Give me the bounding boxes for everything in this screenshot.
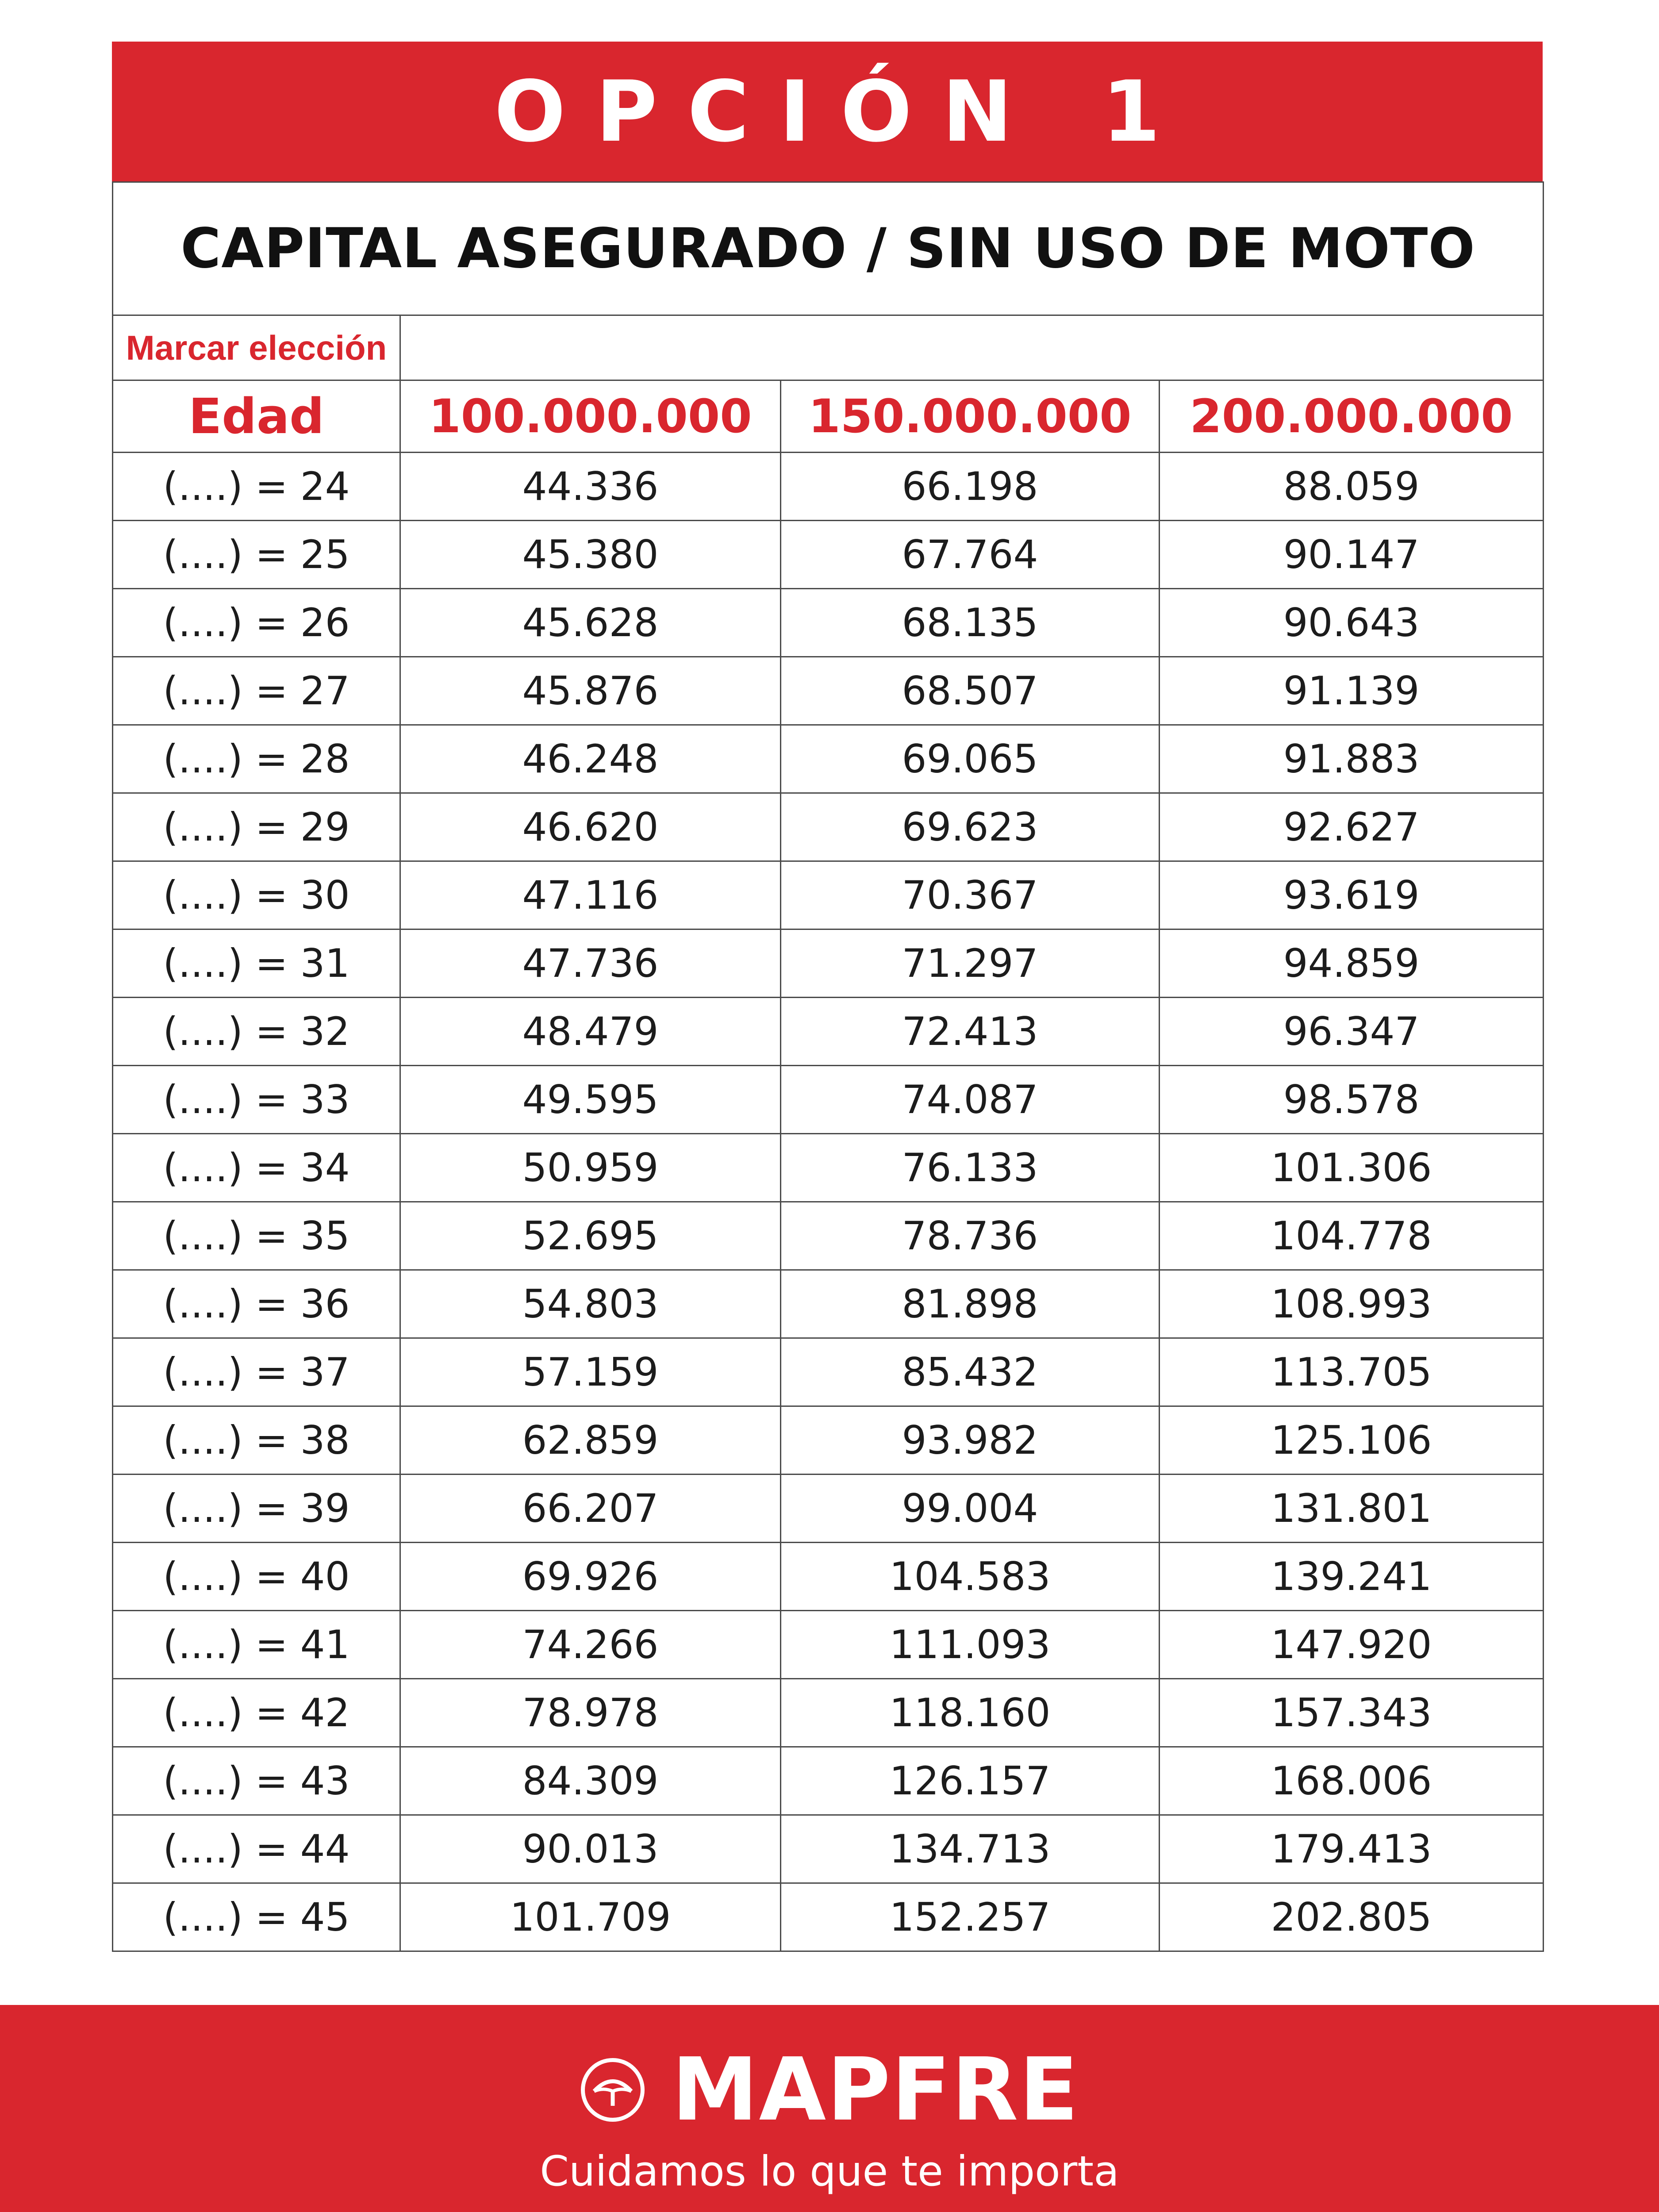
table-row [113, 1815, 1544, 1883]
rate-sheet [112, 42, 1543, 1952]
page-subtitle: CAPITAL ASEGURADO / SIN USO DE MOTO [113, 182, 1544, 315]
age-cell: (....) = 28 [113, 725, 400, 793]
column-header-capital-100m: 100.000.000 [400, 380, 781, 453]
rate-200m-cell: 90.643 [1160, 589, 1544, 657]
age-cell: (....) = 42 [113, 1679, 400, 1747]
table-row [113, 453, 1544, 521]
table-row [113, 929, 1544, 998]
rate-150m-cell: 72.413 [781, 998, 1160, 1066]
rate-150m-cell: 93.982 [781, 1406, 1160, 1475]
age-cell: (....) = 44 [113, 1815, 400, 1883]
rate-150m-cell: 134.713 [781, 1815, 1160, 1883]
table-row [113, 1406, 1544, 1475]
rate-200m-cell: 168.006 [1160, 1747, 1544, 1815]
age-cell: (....) = 37 [113, 1338, 400, 1406]
rate-150m-cell: 111.093 [781, 1611, 1160, 1679]
rate-150m-cell: 104.583 [781, 1543, 1160, 1611]
column-header-capital-200m: 200.000.000 [1160, 380, 1544, 453]
rate-150m-cell: 126.157 [781, 1747, 1160, 1815]
rate-150m-cell: 76.133 [781, 1134, 1160, 1202]
table-row [113, 1747, 1544, 1815]
rate-150m-cell: 67.764 [781, 521, 1160, 589]
rate-200m-cell: 101.306 [1160, 1134, 1544, 1202]
rate-200m-cell: 131.801 [1160, 1475, 1544, 1543]
rate-150m-cell: 70.367 [781, 861, 1160, 929]
rate-200m-cell: 91.883 [1160, 725, 1544, 793]
rate-100m-cell: 50.959 [400, 1134, 781, 1202]
table-row [113, 1270, 1544, 1338]
rate-100m-cell: 101.709 [400, 1883, 781, 1951]
rate-150m-cell: 68.135 [781, 589, 1160, 657]
table-row [113, 1338, 1544, 1406]
mark-choice-row [113, 315, 1544, 380]
rate-100m-cell: 84.309 [400, 1747, 781, 1815]
rate-100m-cell: 46.620 [400, 793, 781, 861]
mapfre-emblem-icon [580, 2057, 646, 2123]
rate-150m-cell: 152.257 [781, 1883, 1160, 1951]
rate-200m-cell: 90.147 [1160, 521, 1544, 589]
table-row [113, 1679, 1544, 1747]
column-header-age: Edad [113, 380, 400, 453]
rate-200m-cell: 179.413 [1160, 1815, 1544, 1883]
rate-100m-cell: 90.013 [400, 1815, 781, 1883]
rate-100m-cell: 62.859 [400, 1406, 781, 1475]
age-cell: (....) = 25 [113, 521, 400, 589]
rate-150m-cell: 69.065 [781, 725, 1160, 793]
age-cell: (....) = 32 [113, 998, 400, 1066]
subtitle-row [113, 182, 1544, 315]
rate-100m-cell: 52.695 [400, 1202, 781, 1270]
rate-100m-cell: 54.803 [400, 1270, 781, 1338]
rate-200m-cell: 96.347 [1160, 998, 1544, 1066]
rate-100m-cell: 66.207 [400, 1475, 781, 1543]
rate-150m-cell: 118.160 [781, 1679, 1160, 1747]
mark-choice-label: Marcar elección [113, 315, 400, 380]
age-cell: (....) = 34 [113, 1134, 400, 1202]
rate-100m-cell: 44.336 [400, 453, 781, 521]
rate-100m-cell: 45.380 [400, 521, 781, 589]
rate-150m-cell: 71.297 [781, 929, 1160, 998]
table-row [113, 998, 1544, 1066]
rate-table [112, 181, 1544, 1952]
rate-200m-cell: 113.705 [1160, 1338, 1544, 1406]
rate-200m-cell: 147.920 [1160, 1611, 1544, 1679]
rate-100m-cell: 57.159 [400, 1338, 781, 1406]
rate-100m-cell: 45.876 [400, 657, 781, 725]
table-row [113, 861, 1544, 929]
table-row [113, 589, 1544, 657]
rate-100m-cell: 45.628 [400, 589, 781, 657]
rate-200m-cell: 202.805 [1160, 1883, 1544, 1951]
table-row [113, 1202, 1544, 1270]
rate-100m-cell: 78.978 [400, 1679, 781, 1747]
rate-200m-cell: 125.106 [1160, 1406, 1544, 1475]
column-header-capital-150m: 150.000.000 [781, 380, 1160, 453]
table-row [113, 1611, 1544, 1679]
age-cell: (....) = 43 [113, 1747, 400, 1815]
rate-200m-cell: 104.778 [1160, 1202, 1544, 1270]
rate-200m-cell: 108.993 [1160, 1270, 1544, 1338]
table-row [113, 1883, 1544, 1951]
rate-200m-cell: 157.343 [1160, 1679, 1544, 1747]
age-cell: (....) = 31 [113, 929, 400, 998]
table-row [113, 1134, 1544, 1202]
rate-150m-cell: 99.004 [781, 1475, 1160, 1543]
table-row [113, 1066, 1544, 1134]
rate-200m-cell: 94.859 [1160, 929, 1544, 998]
brand-tagline: Cuidamos lo que te importa [540, 2147, 1119, 2196]
rate-100m-cell: 48.479 [400, 998, 781, 1066]
rate-100m-cell: 47.736 [400, 929, 781, 998]
rate-100m-cell: 74.266 [400, 1611, 781, 1679]
age-cell: (....) = 40 [113, 1543, 400, 1611]
mark-choice-area [400, 315, 1544, 380]
rate-150m-cell: 68.507 [781, 657, 1160, 725]
brand-footer [0, 2005, 1659, 2212]
table-row [113, 793, 1544, 861]
rate-150m-cell: 74.087 [781, 1066, 1160, 1134]
table-row [113, 1475, 1544, 1543]
age-cell: (....) = 29 [113, 793, 400, 861]
table-row [113, 657, 1544, 725]
age-cell: (....) = 36 [113, 1270, 400, 1338]
column-header-row [113, 380, 1544, 453]
rate-150m-cell: 85.432 [781, 1338, 1160, 1406]
age-cell: (....) = 26 [113, 589, 400, 657]
age-cell: (....) = 33 [113, 1066, 400, 1134]
table-row [113, 1543, 1544, 1611]
rate-200m-cell: 92.627 [1160, 793, 1544, 861]
rate-200m-cell: 88.059 [1160, 453, 1544, 521]
table-row [113, 521, 1544, 589]
age-cell: (....) = 38 [113, 1406, 400, 1475]
rate-200m-cell: 98.578 [1160, 1066, 1544, 1134]
rate-200m-cell: 139.241 [1160, 1543, 1544, 1611]
age-cell: (....) = 30 [113, 861, 400, 929]
rate-150m-cell: 66.198 [781, 453, 1160, 521]
age-cell: (....) = 27 [113, 657, 400, 725]
brand-logo [0, 2041, 1659, 2139]
rate-100m-cell: 69.926 [400, 1543, 781, 1611]
age-cell: (....) = 24 [113, 453, 400, 521]
option-title-banner: OPCIÓN 1 [112, 42, 1543, 181]
rate-200m-cell: 91.139 [1160, 657, 1544, 725]
age-cell: (....) = 39 [113, 1475, 400, 1543]
rate-150m-cell: 78.736 [781, 1202, 1160, 1270]
age-cell: (....) = 45 [113, 1883, 400, 1951]
age-cell: (....) = 35 [113, 1202, 400, 1270]
table-row [113, 725, 1544, 793]
rate-200m-cell: 93.619 [1160, 861, 1544, 929]
rate-150m-cell: 69.623 [781, 793, 1160, 861]
rate-100m-cell: 49.595 [400, 1066, 781, 1134]
brand-name: MAPFRE [672, 2039, 1079, 2140]
rate-150m-cell: 81.898 [781, 1270, 1160, 1338]
rate-100m-cell: 47.116 [400, 861, 781, 929]
rate-100m-cell: 46.248 [400, 725, 781, 793]
age-cell: (....) = 41 [113, 1611, 400, 1679]
